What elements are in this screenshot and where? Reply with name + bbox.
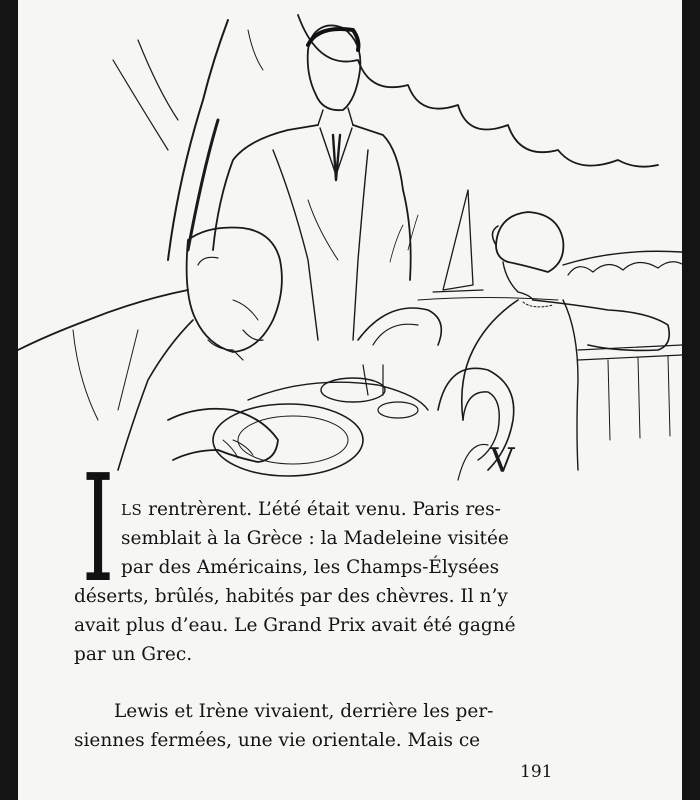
small-caps-start: LS [121, 501, 143, 519]
page-number: 191 [520, 762, 553, 782]
book-page [18, 0, 682, 800]
paragraph-2-line-1: Lewis et Irène vivaient, derrière les per- [114, 701, 494, 722]
paragraph-1-line-5: avait plus d’eau. Le Grand Prix avait été gagné [74, 615, 516, 636]
paragraph-1-line-4: déserts, brûlés, habités par des chèvres. Il n’y [74, 586, 508, 607]
paragraph-1-line-6: par un Grec. [74, 644, 193, 665]
cafe-illustration [18, 0, 682, 500]
drop-cap: I [82, 443, 115, 615]
paragraph-2-line-2: siennes fermées, une vie orientale. Mais ce [74, 730, 481, 751]
line-text: rentrèrent. L’été était venu. Paris res- [142, 499, 501, 520]
paragraph-1-line-1 [121, 501, 501, 520]
chapter-number: V [490, 441, 515, 481]
paragraph-1-line-2: semblait à la Grèce : la Madeleine visitée [121, 528, 509, 549]
paragraph-1-line-3: par des Américains, les Champs-Élysées [121, 557, 500, 578]
